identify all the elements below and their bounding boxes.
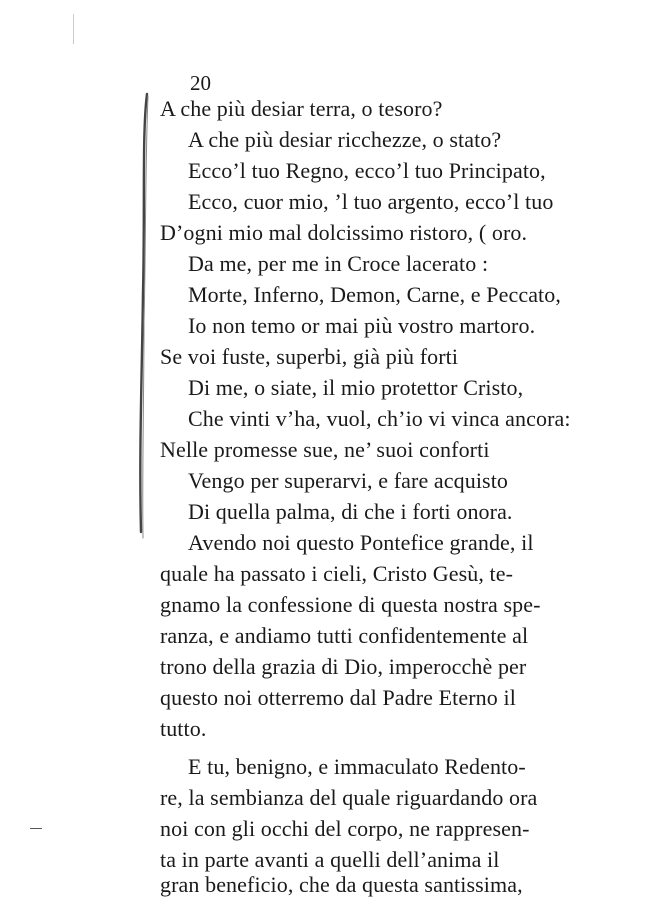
verse-line: Morte, Inferno, Demon, Carne, e Peccato,: [188, 282, 561, 307]
verse-line: Che vinti v’ha, vuol, ch’io vi vinca ancora:: [188, 406, 571, 431]
verse-line: Ecco’l tuo Regno, ecco’l tuo Principato,: [188, 158, 546, 183]
prose-line: quale ha passato i cieli, Cristo Gesù, te-: [160, 561, 514, 586]
prose-line: ranza, e andiamo tutti confidentemente al: [160, 623, 529, 648]
margin-pencil-mark-icon: [136, 92, 150, 542]
verse-line: Ecco, cuor mio, ’l tuo argento, ecco’l tuo: [188, 189, 554, 214]
verse-line: A che più desiar terra, o tesoro?: [160, 96, 443, 121]
page-number: 20: [190, 71, 211, 95]
verse-line: D’ogni mio mal dolcissimo ristoro, ( oro.: [160, 220, 528, 245]
prose-line: gran beneficio, che da questa santissima,: [160, 872, 523, 897]
prose-line: gnamo la confessione di questa nostra spe-: [160, 592, 541, 617]
verse-line: Io non temo or mai più vostro martoro.: [188, 313, 536, 338]
margin-dash: [30, 828, 42, 829]
verse-line: Nelle promesse sue, ne’ suoi conforti: [160, 437, 490, 462]
verse-line: Di me, o siate, il mio protettor Cristo,: [188, 375, 524, 400]
verse-line: Se voi fuste, superbi, già più forti: [160, 344, 459, 369]
prose-line: noi con gli occhi del corpo, ne rappresen-: [160, 816, 530, 841]
edge-mark: [73, 14, 74, 44]
verse-line: Da me, per me in Croce lacerato :: [188, 251, 489, 276]
verse-line: A che più desiar ricchezze, o stato?: [188, 127, 502, 152]
prose-line: ta in parte avanti a quelli dell’anima il: [160, 847, 500, 872]
prose-line: questo noi otterremo dal Padre Eterno il: [160, 685, 516, 710]
verse-line: Di quella palma, di che i forti onora.: [188, 499, 513, 524]
prose-line: re, la sembianza del quale riguardando ora: [160, 785, 538, 810]
prose-line: Avendo noi questo Pontefice grande, il: [188, 530, 534, 555]
prose-line: tutto.: [160, 716, 207, 741]
verse-line: Vengo per superarvi, e fare acquisto: [188, 468, 509, 493]
prose-line: trono della grazia di Dio, imperocchè per: [160, 654, 527, 679]
prose-line: E tu, benigno, e immaculato Redento-: [188, 754, 526, 779]
